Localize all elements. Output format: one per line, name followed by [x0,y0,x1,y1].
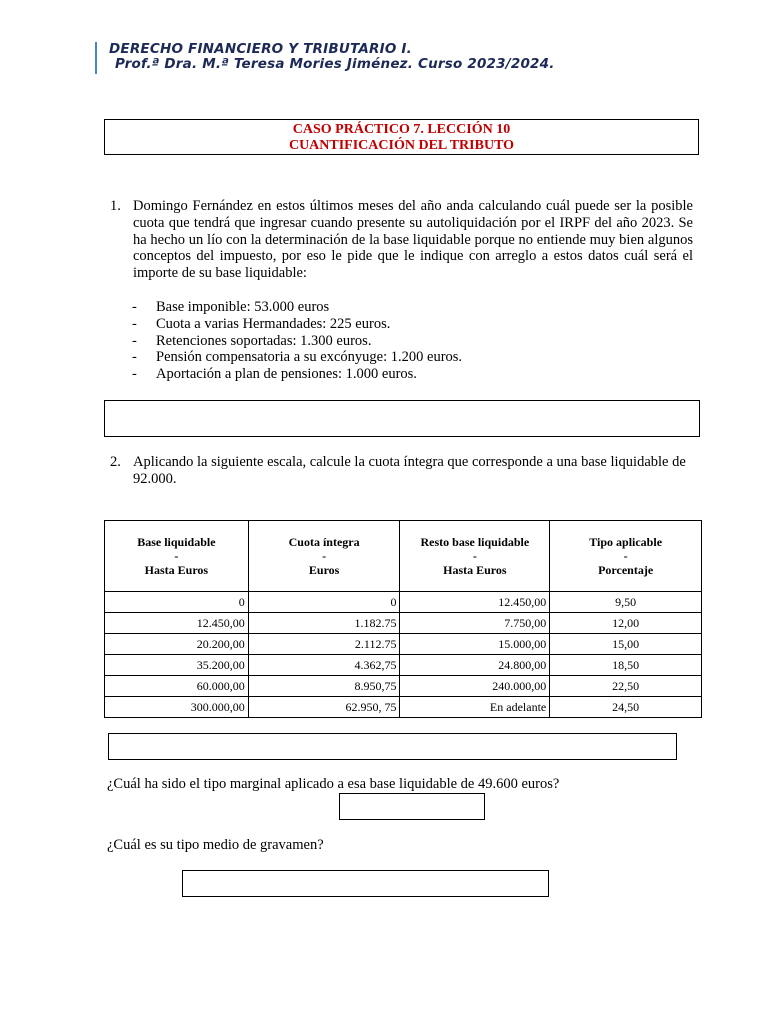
table-cell: 0 [248,592,400,613]
table-cell: 15.000,00 [400,634,550,655]
table-cell: 62.950, 75 [248,697,400,718]
table-cell: 15,00 [550,634,702,655]
table-header-row [105,521,702,592]
table-cell: 9,50 [550,592,702,613]
table-row [105,655,702,676]
answer-box-4[interactable] [182,870,549,897]
table-cell: 4.362,75 [248,655,400,676]
column-header: Base liquidable - Hasta Euros [105,521,249,592]
table-cell: 60.000,00 [105,676,249,697]
table-cell: 2.112.75 [248,634,400,655]
question-2-number: 2. [110,454,121,470]
tax-scale-table [104,520,702,718]
column-header: Resto base liquidable - Hasta Euros [400,521,550,592]
table-cell: 12.450,00 [105,613,249,634]
document-header [95,42,555,74]
table-cell: 240.000,00 [400,676,550,697]
table-cell: 18,50 [550,655,702,676]
answer-box-3[interactable] [339,793,485,820]
question-4-text: ¿Cuál es su tipo medio de gravamen? [107,837,324,853]
table-row [105,676,702,697]
table-cell: 24.800,00 [400,655,550,676]
case-subtitle: CUANTIFICACIÓN DEL TRIBUTO [288,138,515,153]
question-1-text: Domingo Fernández en estos últimos meses del año anda calculando cuál puede ser la posible cuota que tendrá que ingresar cuando presente su autoliquidación por el IRPF del año 2023. Se ha hecho un lío con la determinación de la base liquidable porque no entiende muy bien algunos conceptos del impuesto, por eso le pide que le indique con arreglo a estos datos cuál será el importe de su base liquidable: [133,198,693,282]
table-row [105,634,702,655]
column-header: Tipo aplicable - Porcentaje [550,521,702,592]
question-2-text: Aplicando la siguiente escala, calcule la cuota íntegra que corresponde a una base liquidable de 92.000. [133,454,686,487]
question-3-text: ¿Cuál ha sido el tipo marginal aplicado a esa base liquidable de 49.600 euros? [107,776,560,792]
answer-box-1[interactable] [104,400,700,437]
case-title: CASO PRÁCTICO 7. LECCIÓN 10 [292,122,511,137]
table-cell: 0 [105,592,249,613]
table-cell: 1.182.75 [248,613,400,634]
answer-box-2[interactable] [108,733,677,760]
question-1 [110,198,695,284]
table-cell: En adelante [400,697,550,718]
table-row [105,592,702,613]
table-row [105,613,702,634]
table-row [105,697,702,718]
table-cell: 20.200,00 [105,634,249,655]
professor-line: Prof.ª Dra. M.ª Teresa Mories Jiménez. Curso 2023/2024. [115,56,555,72]
question-2 [110,454,730,490]
table-cell: 300.000,00 [105,697,249,718]
table-cell: 12.450,00 [400,592,550,613]
column-header: Cuota íntegra - Euros [248,521,400,592]
question-1-number: 1. [110,198,121,214]
course-title: DERECHO FINANCIERO Y TRIBUTARIO I. [109,41,412,57]
table-cell: 24,50 [550,697,702,718]
table-cell: 35.200,00 [105,655,249,676]
table-cell: 8.950,75 [248,676,400,697]
table-cell: 12,00 [550,613,702,634]
table-cell: 7.750,00 [400,613,550,634]
case-title-box [104,119,699,155]
table-cell: 22,50 [550,676,702,697]
